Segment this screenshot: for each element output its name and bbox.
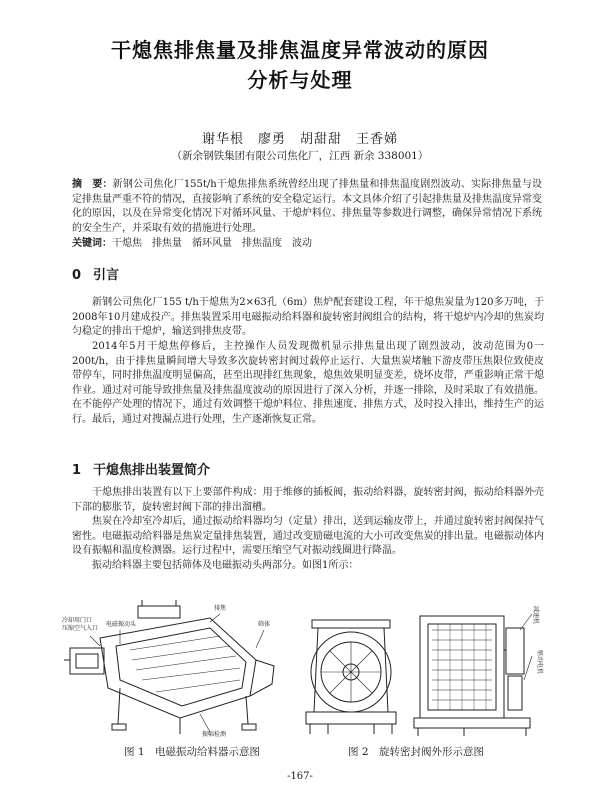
- section-1-paragraph-2: 焦炭在冷却室冷却后，通过振动给料器均匀（定量）排出，送到运输皮带上，并通过旋转密封阀保持气密性。电磁振动给料器是焦炭定量排焦装置，通过改变励磁电流的大小可改变焦炭的排出量。电磁振动体内设有振幅和温度检测器。运行过程中，需要压缩空气对振动线圈进行降温。: [72, 516, 544, 557]
- title-line-2: 分析与处理: [247, 68, 353, 92]
- section-1-paragraph-1: 干熄焦排出装置有以下上要部件构成：用于维修的插板阀，振动给料器，旋转密封阀，振动给料器外壳下部的膨胀节，旋转密封阀下部的排出溜槽。: [72, 487, 544, 513]
- section-1-paragraph-3: 振动给料器主要包括筛体及电磁振动头两部分。如图1所示：: [92, 560, 359, 571]
- keywords: [72, 237, 542, 251]
- keywords-text: 干熄焦 排焦量 循环风量 排焦温度 波动: [112, 238, 312, 249]
- fig1-label-5: 振幅检测: [202, 731, 227, 738]
- abstract-label: 摘 要：: [72, 179, 113, 190]
- section-1-heading: [72, 459, 210, 478]
- fig1-label-4: 筛体: [258, 621, 271, 628]
- fig1-label-3: 排焦: [214, 605, 227, 612]
- fig1-label-0: 冷却用门口: [62, 617, 93, 624]
- authors: 谢华根 廖勇 胡甜甜 王香娣: [201, 132, 398, 147]
- figure-1-caption: 图 1 电磁振动给料器示意图: [124, 746, 261, 758]
- figure-2-caption: 图 2 旋转密封阀外形示意图: [348, 746, 485, 758]
- figure-1-feeder-diagram: [60, 600, 280, 738]
- section-0-number: 0: [72, 268, 82, 283]
- fig1-label-2: 电磁振动头: [106, 621, 137, 628]
- figure-2-rotary-valve-diagram: [298, 600, 558, 738]
- section-1-number: 1: [72, 463, 82, 478]
- section-1-title: 干熄焦排出装置简介: [93, 463, 211, 478]
- page-number: -167-: [287, 771, 313, 782]
- title-line-1: 干熄焦排焦量及排焦温度异常波动的原因: [111, 38, 489, 62]
- section-0-paragraph-1: 新钢公司焦化厂155 t/h干熄焦为2×63孔（6m）焦炉配套建设工程，年干熄焦炭量为120多万吨，于2008年10月建成投产。排焦装置采用电磁振动给料器和旋转密封阀组合的结构，将干熄炉内冷却的焦炭均匀稳定的排出干熄炉，输送到排焦皮带。: [72, 297, 544, 338]
- section-0-paragraph-2: 2014年5月干熄焦停修后，主控操作人员发现微机显示排焦量出现了剧烈波动，波动范围为0一200t/h，由于排焦量瞬间增大导致多次旋转密封阀过载停止运行、大量焦炭堵触下游皮带压焦限位致使皮带停车，同时排焦温度明显偏高，甚至出现排红焦现象，熄焦效果明显变差，烧坏皮带，严重影响正常干熄作业。通过对可能导致排焦量及排焦温度波动的原因进行了深入分析，并逐一排除，及时采取了有效措施。在不能停产处理的情况下，通过有效调整干熄炉料位、排焦速度、排焦方式，及时投入排出，维持生产的运行。最后，通过对搜漏点进行处理，生产逐渐恢复正常。: [72, 341, 544, 425]
- fig2-label-0: 减速机: [532, 606, 539, 625]
- section-0-heading: [72, 264, 119, 283]
- keywords-label: 关键词：: [72, 238, 112, 249]
- fig1-label-1: 压缩空气入口: [62, 625, 99, 632]
- fig2-label-1: 驱动电机: [536, 650, 543, 675]
- affiliation: （新余钢铁集团有限公司焦化厂，江西 新余 338001）: [171, 150, 429, 162]
- abstract: [72, 178, 542, 236]
- section-0-title: 引言: [93, 268, 120, 283]
- abstract-text: 新钢公司焦化厂155t/h干熄焦排焦系统曾经出现了排焦量和排焦温度剧烈波动、实际排焦量与设定排焦量严重不符的情况，直接影响了系统的安全稳定运行。本文具体介绍了引起排焦量及排焦温度异常变化的原因，以及在异常变化情况下对循环风量、干熄炉料位、排焦量等参数进行调整，确保异常情况下系统的安全生产，并采取有效的措施进行处理。: [72, 179, 543, 234]
